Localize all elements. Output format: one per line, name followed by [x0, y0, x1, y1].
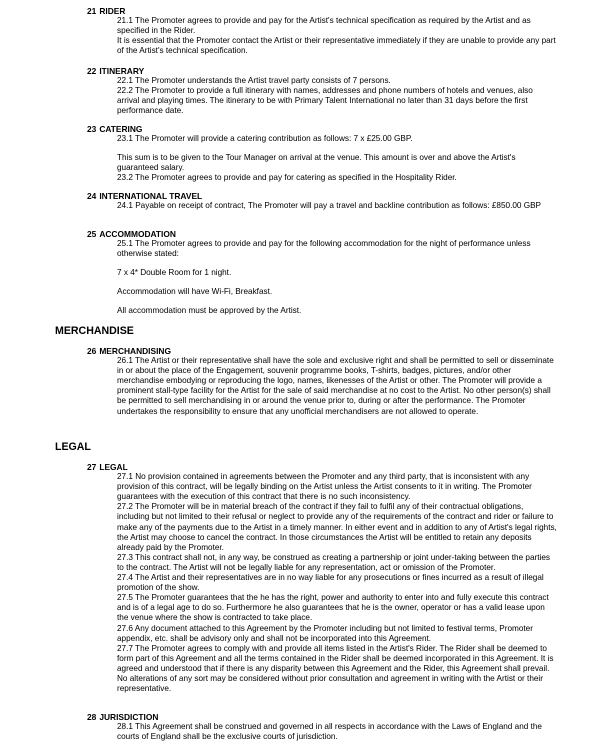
- clause-title: CATERING: [99, 124, 143, 134]
- clause-paragraph: 27.4 The Artist and their representatives are in no way liable for any prosecutions or fines incurred as a result of illegal promotion of the show.: [117, 573, 544, 593]
- clause-number: 21: [87, 6, 97, 16]
- clause-number: 25: [87, 229, 97, 239]
- clause-paragraph: 24.1 Payable on receipt of contract, The Promoter will pay a travel and backline contribution as follows: £850.00 GBP: [117, 201, 542, 211]
- clause-number: 22: [87, 66, 97, 76]
- section-heading-merchandise: MERCHANDISE: [55, 325, 134, 337]
- clause-paragraph: 23.2 The Promoter agrees to provide and pay for catering as specified in the Hospitality Rider.: [117, 173, 457, 183]
- clause-heading: [87, 66, 557, 76]
- clause-heading: [87, 712, 557, 722]
- clause-paragraph: 27.1 No provision contained in agreements between the Promoter and any third party, that is inconsistent with any provision of this contract, will be legally binding on the Artist unless the Artist consents to it in writing. The Promoter guarantees with the execution of this contract that there is no such inconsistency.: [117, 472, 532, 502]
- clause-paragraph: 28.1 This Agreement shall be construed and governed in all respects in accordance with the Laws of England and the courts of England shall be the exclusive courts of jurisdiction.: [117, 722, 542, 742]
- clause-number: 24: [87, 191, 97, 201]
- clause-heading: [87, 124, 557, 134]
- clause-paragraph: 22.2 The Promoter to provide a full itinerary with names, addresses and phone numbers of hotels and venues, also arrival and playing times. The itinerary to be with Primary Talent International no later than 31 days before the first performance date.: [117, 86, 533, 116]
- clause-paragraph: It is essential that the Promoter contact the Artist or their representative immediately if they are unable to provide any part of the Artist's technical specification.: [117, 36, 556, 56]
- clause-heading: [87, 191, 557, 201]
- clause-title: MERCHANDISING: [99, 346, 171, 356]
- clause-paragraph: 22.1 The Promoter understands the Artist travel party consists of 7 persons.: [117, 76, 391, 86]
- clause-number: 28: [87, 712, 97, 722]
- clause-paragraph: All accommodation must be approved by the Artist.: [117, 306, 302, 316]
- clause-title: INTERNATIONAL TRAVEL: [99, 191, 203, 201]
- clause-itinerary: [87, 66, 557, 116]
- clause-paragraph: This sum is to be given to the Tour Manager on arrival at the venue. This amount is over and above the Artist's guaranteed salary.: [117, 153, 516, 173]
- clause-paragraph: 7 x 4* Double Room for 1 night.: [117, 268, 232, 278]
- clause-number: 27: [87, 462, 97, 472]
- clause-heading: [87, 229, 557, 239]
- clause-title: RIDER: [99, 6, 126, 16]
- clause-paragraph: 27.6 Any document attached to this Agreement by the Promoter including but not limited to festival terms, Promoter appendix, etc. shall be advisory only and shall not be incorporated into this Agreement.: [117, 623, 533, 643]
- clause-paragraph: Accommodation will have Wi-Fi, Breakfast.: [117, 287, 273, 297]
- clause-title: ACCOMMODATION: [99, 229, 176, 239]
- clause-title: JURISDICTION: [99, 712, 159, 722]
- clause-accommodation: [87, 229, 557, 317]
- clause-international-travel: [87, 191, 557, 211]
- clause-paragraph: 27.3 This contract shall not, in any way, be construed as creating a partnership or joint under-taking between the parties to the contract. The Artist will not be legally liable for any representation, act or omission of the Promoter.: [117, 552, 550, 572]
- clause-jurisdiction: [87, 712, 557, 742]
- clause-heading: [87, 462, 557, 472]
- clause-paragraph: 27.7 The Promoter agrees to comply with and provide all items listed in the Artist's Rider. The Rider shall be deemed to form part of this Agreement and all the terms contained in the Rider shall be deemed incorporated in this Agreement. It is agreed and understood that if there is any disparity between this Agreement and the Rider, this Agreement shall prevail. No alterations of any sort may be considered without prior consultation and agreement in writing with the Artist or their representative.: [117, 643, 554, 694]
- clause-paragraph: 27.5 The Promoter guarantees that the he has the right, power and authority to enter into and fully execute this contract and is of a legal age to do so. Furthermore he also guarantees that he is the owner, operator or has a valid lease upon the venue where the show is contracted to take place.: [117, 593, 549, 623]
- clause-paragraph: 25.1 The Promoter agrees to provide and pay for the following accommodation for the night of performance unless otherwise stated:: [117, 239, 531, 259]
- clause-heading: [87, 6, 557, 16]
- clause-paragraph: 26.1 The Artist or their representative shall have the sole and exclusive right and shall be permitted to sell or disseminate in or about the place of the Engagement, souvenir programme books, T-shirts, badges, pictures, and/or other merchandise embodying or reproducing the logo, names, likenesses of the Artist or other. The Promoter will provide a prominent stall-type facility for the Artist for the sale of said merchandise at no cost to the Artist. No other person(s) shall be permitted to sell merchandising in or around the venue prior to, during or after the performance. The Promoter undertakes the responsibility to ensure that any unofficial merchandisers are not allowed to operate.: [117, 356, 554, 416]
- clause-heading: [87, 346, 557, 356]
- clause-merchandising: [87, 346, 557, 417]
- clause-number: 26: [87, 346, 97, 356]
- clause-catering: [87, 124, 557, 183]
- clause-paragraph: 27.2 The Promoter will be in material breach of the contract if they fail to fulfil any of their contractual obligations, including but not limited to their refusal or neglect to provide any of the requirements of the contract and rider or failure to make any of the payments due to the Artist in a timely manner. In either event and in addition to any of Artist's legal rights, the Artist may choose to cancel the contract. In those circumstances the Artist will be entitled to retain any deposits already paid by the Promoter.: [117, 502, 557, 552]
- clause-legal: [87, 462, 557, 694]
- clause-rider: [87, 6, 557, 56]
- clause-paragraph: 23.1 The Promoter will provide a catering contribution as follows: 7 x £25.00 GBP.: [117, 134, 413, 144]
- clause-title: ITINERARY: [99, 66, 145, 76]
- clause-title: LEGAL: [99, 462, 128, 472]
- section-heading-legal: LEGAL: [55, 441, 91, 453]
- clause-number: 23: [87, 124, 97, 134]
- clause-paragraph: 21.1 The Promoter agrees to provide and pay for the Artist's technical specification as required by the Artist and as specified in the Rider.: [117, 16, 531, 36]
